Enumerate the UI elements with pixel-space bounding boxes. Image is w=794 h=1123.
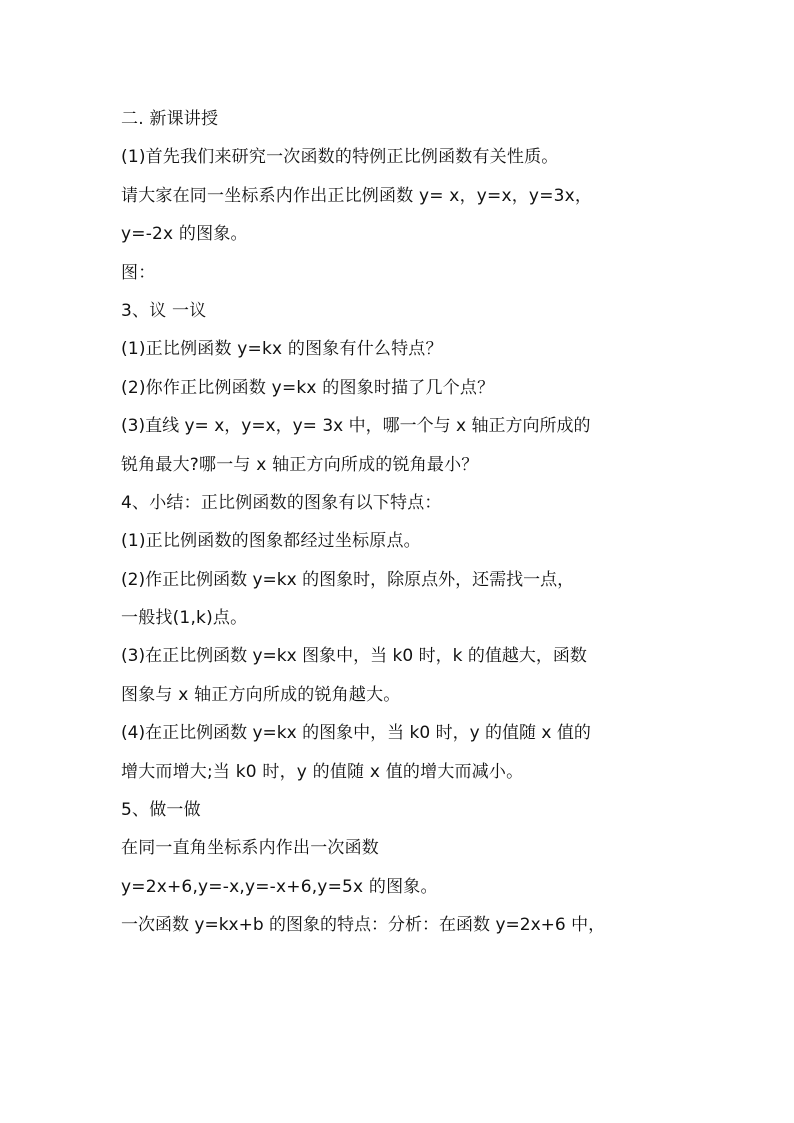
paragraph-line: (1)首先我们来研究一次函数的特例正比例函数有关性质。 — [121, 147, 559, 168]
summary-line: (2)作正比例函数 y=kx 的图象时，除原点外，还需找一点， — [121, 569, 575, 590]
section-heading-new-lesson: 二. 新课讲授 — [121, 109, 219, 129]
section-heading-summary: 4、小结：正比例函数的图象有以下特点： — [121, 492, 442, 513]
question-line: (2)你作正比例函数 y=kx 的图象时描了几个点？ — [121, 377, 495, 398]
section-heading-discuss: 3、议 一议 — [121, 300, 207, 321]
paragraph-line: 请大家在同一坐标系内作出正比例函数 y= x，y=x，y=3x， — [121, 185, 593, 206]
summary-line: 一般找(1,k)点。 — [121, 608, 248, 629]
summary-line: 增大而增大;当 k0 时，y 的值随 x 值的增大而减小。 — [121, 761, 524, 782]
practice-line: y=2x+6,y=-x,y=-x+6,y=5x 的图象。 — [121, 876, 438, 897]
summary-line: 图象与 x 轴正方向所成的锐角越大。 — [121, 684, 401, 705]
practice-line: 在同一直角坐标系内作出一次函数 — [121, 838, 379, 859]
summary-line: (3)在正比例函数 y=kx 图象中，当 k0 时，k 的值越大，函数 — [121, 646, 587, 667]
question-line: 锐角最大?哪一与 x 轴正方向所成的锐角最小？ — [121, 454, 479, 475]
question-line: (1)正比例函数 y=kx 的图象有什么特点？ — [121, 339, 443, 360]
summary-line: (4)在正比例函数 y=kx 的图象中，当 k0 时，y 的值随 x 值的 — [121, 723, 591, 744]
paragraph-line: y=-2x 的图象。 — [121, 224, 248, 245]
figure-label: 图： — [121, 262, 156, 283]
analysis-line: 一次函数 y=kx+b 的图象的特点：分析：在函数 y=2x+6 中， — [121, 915, 606, 936]
summary-line: (1)正比例函数的图象都经过坐标原点。 — [121, 531, 421, 552]
question-line: (3)直线 y= x，y=x，y= 3x 中，哪一个与 x 轴正方向所成的 — [121, 416, 591, 437]
document-body — [121, 100, 681, 945]
section-heading-practice: 5、做一做 — [121, 800, 201, 821]
